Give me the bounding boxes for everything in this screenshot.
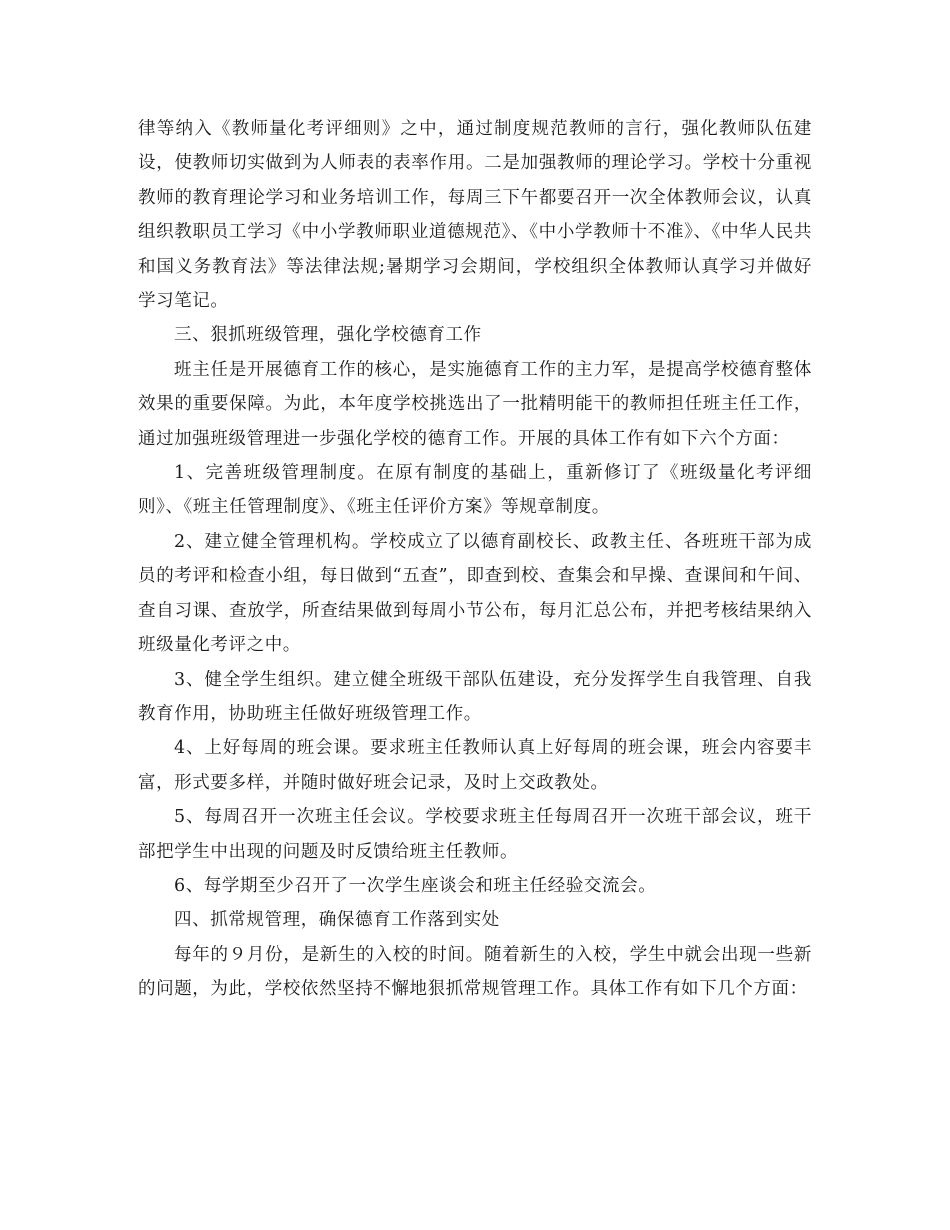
list-item-5-weekly-meeting: 5、每周召开一次班主任会议。学校要求班主任每周召开一次班干部会议，班干部把学生中出现的问题及时反馈给班主任教师。 — [138, 807, 812, 862]
paragraph-teacher-management: 律等纳入《教师量化考评细则》之中，通过制度规范教师的言行，强化教师队伍建设，使教师切实做到为人师表的表率作用。二是加强教师的理论学习。学校十分重视教师的教育理论学习和业务培训工作，每周三下午都要召开一次全体教师会议，认真组织教职员工学习《中小学教师职业道德规范》、《中小学教师十不准》、《中华人民共和国义务教育法》等法律法规;暑期学习会期间，学校组织全体教师认真学习并做好学习笔记。 — [138, 119, 812, 312]
paragraph-head-teacher-role: 班主任是开展德育工作的核心，是实施德育工作的主力军，是提高学校德育整体效果的重要保障。为此，本年度学校挑选出了一批精明能干的教师担任班主任工作，通过加强班级管理进一步强化学校的德育工作。开展的具体工作有如下六个方面： — [138, 359, 812, 449]
list-item-2-organization: 2、建立健全管理机构。学校成立了以德育副校长、政教主任、各班班干部为成员的考评和检查小组，每日做到“五查”，即查到校、查集会和早操、查课间和午间、查自习课、查放学，所查结果做到每周小节公布，每月汇总公布，并把考核结果纳入班级量化考评之中。 — [138, 531, 812, 656]
paragraph-new-students: 每年的９月份，是新生的入校的时间。随着新生的入校，学生中就会出现一些新的问题，为此，学校依然坚持不懈地狠抓常规管理工作。具体工作有如下几个方面： — [138, 944, 812, 1000]
list-item-6-symposium: 6、每学期至少召开了一次学生座谈会和班主任经验交流会。 — [174, 875, 657, 896]
section-heading-routine-management: 四、抓常规管理，确保德育工作落到实处 — [174, 910, 500, 931]
document-body — [138, 112, 812, 1007]
section-heading-class-management: 三、狠抓班级管理，强化学校德育工作 — [174, 325, 482, 346]
list-item-4-class-meeting: 4、上好每周的班会课。要求班主任教师认真上好每周的班会课，班会内容要丰富，形式要多样，并随时做好班会记录，及时上交政教处。 — [138, 738, 812, 793]
list-item-3-student-organization: 3、健全学生组织。建立健全班级干部队伍建设，充分发挥学生自我管理、自我教育作用，协助班主任做好班级管理工作。 — [138, 669, 812, 724]
list-item-1-rules: 1、完善班级管理制度。在原有制度的基础上，重新修订了《班级量化考评细则》、《班主任管理制度》、《班主任评价方案》等规章制度。 — [138, 463, 812, 518]
